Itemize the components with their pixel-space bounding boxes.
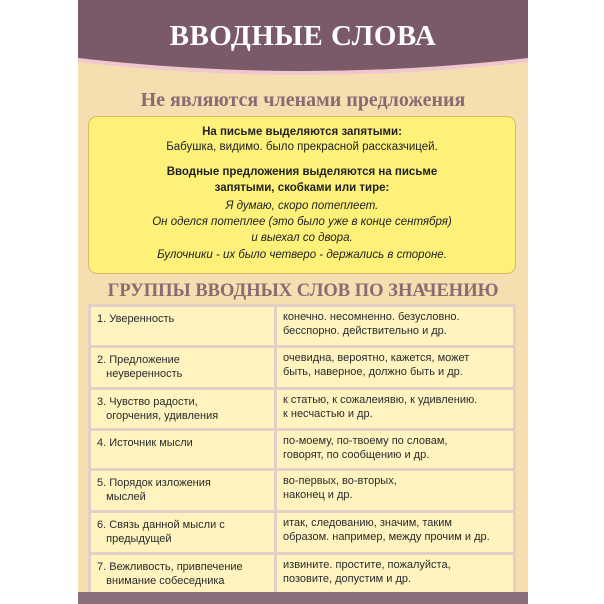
table-row [88,510,516,552]
table-row [88,345,516,387]
example-c: Булочники - их было четверо - держались в стороне. [157,249,447,261]
meaning-cell: 4. Источник мысли [91,431,274,468]
rule-1: На письме выделяются запятыми: [202,126,402,138]
table-row [88,552,516,594]
meaning-cell: 1. Уверенность [91,307,274,345]
meaning-cell: 7. Вежливость, привпечение внимание собеседника [91,555,274,593]
example-b-line-2: и выехал со двора. [251,232,353,244]
page-title: ВВОДНЫЕ СЛОВА [169,20,437,52]
meaning-cell: 2. Предложение неуверенность [91,348,274,387]
example-b-line-1: Он оделся потеплее (это было уже в конце сентября) [152,216,452,228]
poster [78,0,528,604]
table-row [88,387,516,428]
table-row [88,468,516,510]
meaning-cell: 6. Связь данной мысли с предыдущей [91,513,274,552]
groups-table [88,304,516,594]
examples-cell: по-моему, по-твоему по словам, говорят, по сообщению и др. [277,431,513,468]
example-a: Я думаю, скоро потеплеет. [225,200,379,212]
subtitle: Не являются членами предложения [140,89,466,111]
rule-2-line-2: запятыми, скобками или тире: [214,182,390,194]
examples-cell: извините. простите, пожалуйста, позовите, допустим и др. [277,555,513,593]
examples-cell: во-первых, во-вторых, наконец и др. [277,471,513,510]
rule-2-line-1: Вводные предложения выделяются на письме [166,166,438,178]
footer-band [78,592,528,604]
meaning-cell: 5. Порядок изложения мыслей [91,471,274,510]
table-row [88,428,516,468]
meaning-cell: 3. Чувство радости, огорчения, удивления [91,390,274,428]
example-1: Бабушка, видимо. было прекрасной рассказчицей. [166,141,438,153]
examples-cell: очевидна, вероятно, кажется, может быть, наверное, должно быть и др. [277,348,513,387]
groups-title: ГРУППЫ ВВОДНЫХ СЛОВ ПО ЗНАЧЕНИЮ [107,281,499,301]
header-band [78,0,528,80]
examples-cell: к статью, к сожалеиявю, к удивлению. к несчастью и др. [277,390,513,428]
examples-cell: итак, следованию, значим, таким образом. например, между прочим и др. [277,513,513,552]
table-row [88,304,516,345]
examples-cell: конечно. несомненно. безусловно. бесспорно. действительно и др. [277,307,513,345]
rules-box [88,116,516,274]
